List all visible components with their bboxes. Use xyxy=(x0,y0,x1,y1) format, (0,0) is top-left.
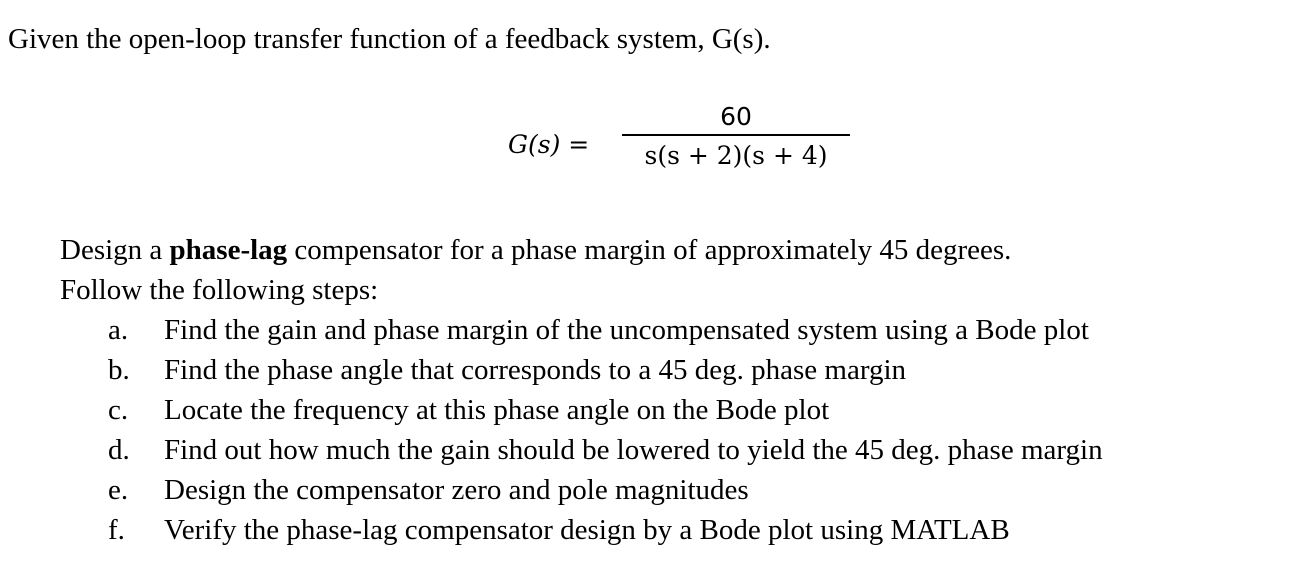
task-description xyxy=(60,230,1011,310)
task-prefix: Design a xyxy=(60,234,170,266)
task-line-1 xyxy=(60,230,1011,270)
step-text: Design the compensator zero and pole magnitudes xyxy=(164,474,749,506)
task-line-2: Follow the following steps: xyxy=(60,274,379,306)
step-text: Find the phase angle that corresponds to a 45 deg. phase margin xyxy=(164,354,907,386)
equation-func-name: G xyxy=(508,130,528,159)
step-letter: c. xyxy=(108,394,129,426)
step-text: Find the gain and phase margin of the uncompensated system using a Bode plot xyxy=(164,314,1089,346)
equation-func-arg: (s) xyxy=(527,130,561,159)
step-letter: e. xyxy=(108,474,129,506)
step-text: Find out how much the gain should be lowered to yield the 45 deg. phase margin xyxy=(164,434,1103,466)
equals-sign: = xyxy=(568,130,590,159)
task-suffix: compensator for a phase margin of approximately 45 degrees. xyxy=(287,234,1012,266)
task-bold-term: phase-lag xyxy=(169,234,288,266)
equation-fraction xyxy=(620,100,852,176)
step-text: Locate the frequency at this phase angle on the Bode plot xyxy=(164,394,830,426)
step-letter: f. xyxy=(108,514,125,546)
step-letter: d. xyxy=(108,434,130,466)
equation-numerator: 60 xyxy=(720,102,752,131)
step-letter: b. xyxy=(108,354,130,386)
intro-text: Given the open-loop transfer function of a feedback system, G(s). xyxy=(8,23,771,55)
step-text: Verify the phase-lag compensator design by a Bode plot using MATLAB xyxy=(164,514,1010,546)
step-letter: a. xyxy=(108,314,129,346)
transfer-function-equation xyxy=(508,100,868,200)
equation-lhs xyxy=(508,130,589,159)
equation-denominator: s(s + 2)(s + 4) xyxy=(644,141,828,170)
